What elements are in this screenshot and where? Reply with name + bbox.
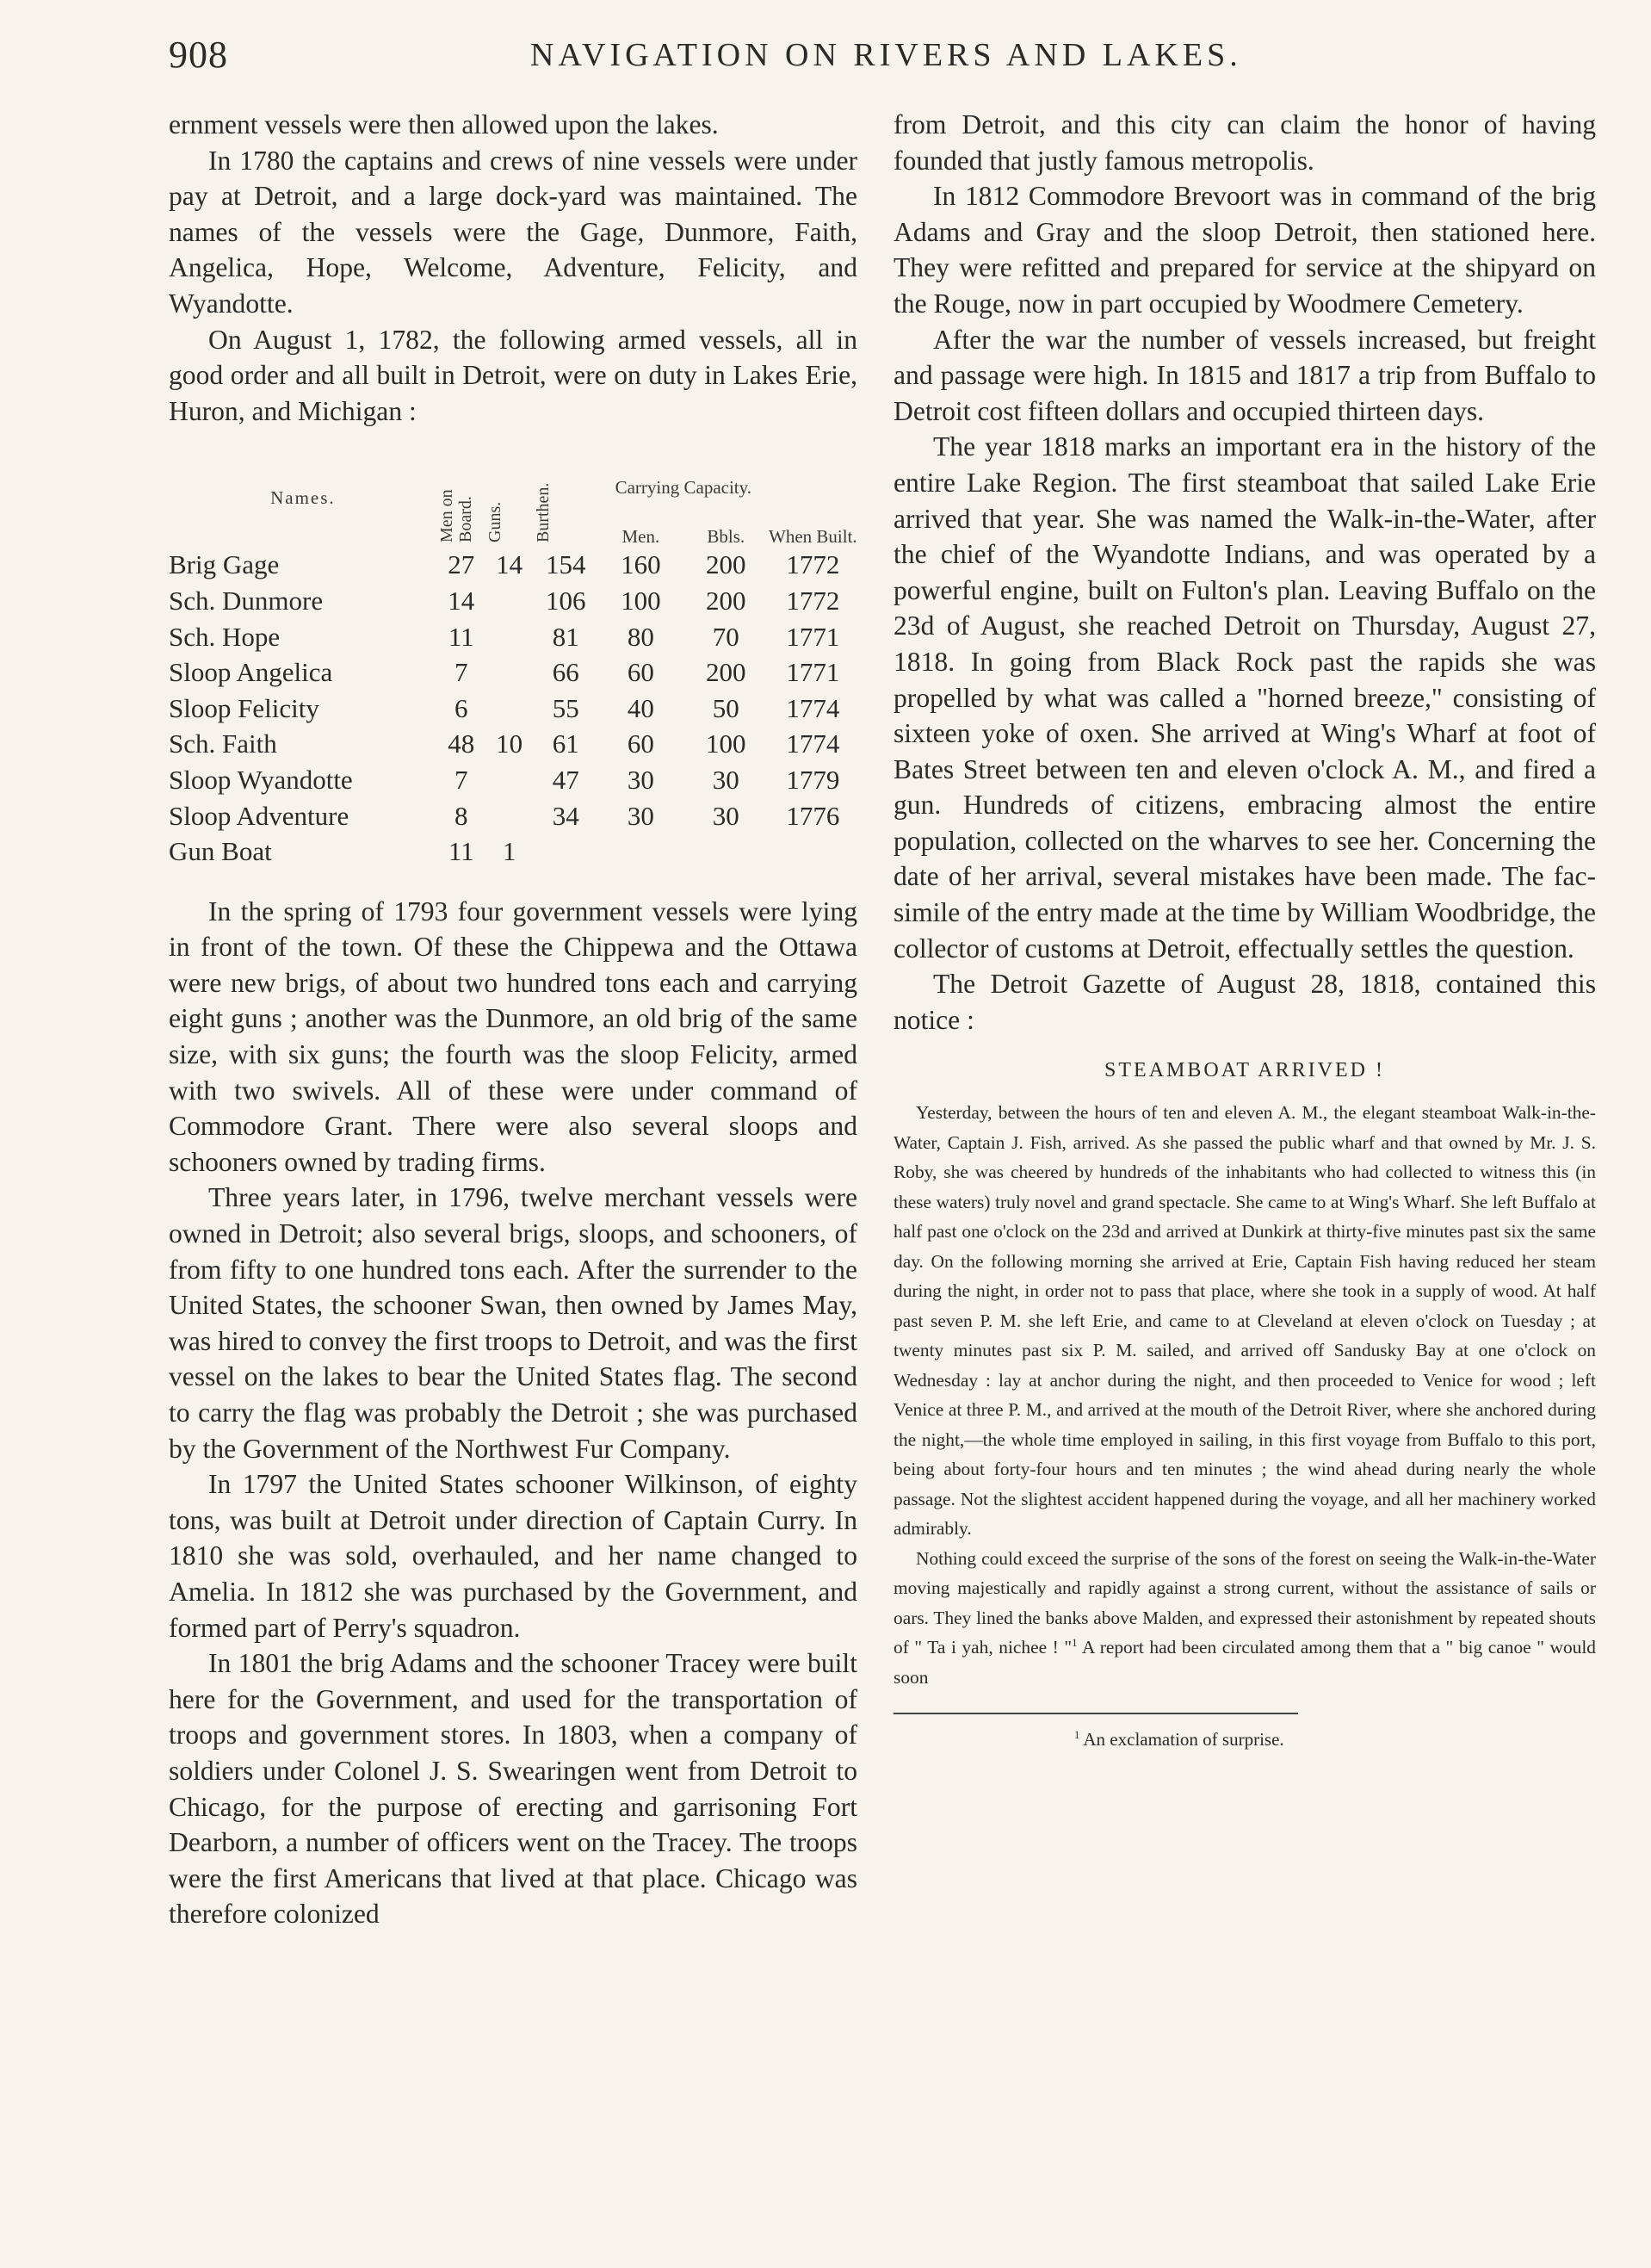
paragraph: ernment vessels were then allowed upon the lakes. bbox=[169, 109, 719, 139]
header-guns: Guns. bbox=[485, 502, 504, 543]
cell-men: 60 bbox=[627, 657, 654, 688]
cell-name: Sch. Hope bbox=[169, 621, 281, 652]
cell-men-on-board: 27 bbox=[448, 549, 475, 580]
cell-bbls: 200 bbox=[706, 585, 746, 616]
cell-built: 1774 bbox=[786, 692, 840, 723]
cell-burthen: 66 bbox=[552, 657, 579, 688]
cell-men: 160 bbox=[621, 549, 661, 580]
cell-bbls: 30 bbox=[712, 764, 739, 795]
cell-bbls: 100 bbox=[706, 728, 746, 759]
cell-built: 1774 bbox=[786, 728, 840, 759]
cell-men: 100 bbox=[621, 585, 661, 616]
cell-men-on-board: 7 bbox=[454, 764, 468, 795]
cell-guns: 1 bbox=[502, 836, 516, 867]
cell-guns bbox=[485, 798, 534, 834]
cell-men: 40 bbox=[627, 692, 654, 723]
table-row bbox=[169, 798, 857, 834]
header-when-built: When Built. bbox=[769, 526, 857, 548]
paragraph: In 1801 the brig Adams and the schooner Tracey were built here for the Government, and used for the transportation of troops and government stores. In 1803, when a company of soldiers under Colonel J. S. Swearingen went from Detroit to Chicago, for the purpose of erecting and garrisoning Fort Dearborn, a number of officers went on the Tracey. The troops were the first Americans that lived at that place. Chicago was therefore colonized bbox=[169, 1648, 857, 1930]
notice-text: A report had been circulated among them that a " big canoe " would soon bbox=[894, 1637, 1596, 1688]
paragraph: In 1780 the captains and crews of nine vessels were under pay at Detroit, and a large dock-yard was maintained. The names of the vessels were the Gage, Dunmore, Faith, Angelica, Hope, Welcome, Adventure, Felicity, and Wyandotte. bbox=[169, 145, 857, 319]
cell-men: 30 bbox=[627, 800, 654, 831]
cell-guns bbox=[485, 762, 534, 798]
cell-burthen bbox=[534, 833, 598, 870]
cell-men-on-board: 11 bbox=[448, 836, 474, 867]
cell-name: Sch. Faith bbox=[169, 728, 277, 759]
header-carrying-capacity: Carrying Capacity. bbox=[615, 476, 752, 498]
cell-burthen: 55 bbox=[552, 692, 579, 723]
cell-men: 60 bbox=[627, 728, 654, 759]
cell-guns: 14 bbox=[496, 549, 523, 580]
table-row bbox=[169, 762, 857, 798]
table-row bbox=[169, 726, 857, 762]
cell-bbls: 70 bbox=[712, 621, 739, 652]
cell-men-on-board: 7 bbox=[454, 657, 468, 688]
paragraph: Three years later, in 1796, twelve merchant vessels were owned in Detroit; also several brigs, sloops, and schooners, of from fifty to one hundred tons each. After the surrender to the United States, the schooner Swan, then owned by James May, was hired to convey the first troops to Detroit, and was the first vessel on the lakes to bear the United States flag. The second to carry the flag was probably the Detroit ; she was purchased by the Government of the Northwest Fur Company. bbox=[169, 1182, 857, 1464]
table-row bbox=[169, 583, 857, 619]
table-row bbox=[169, 619, 857, 655]
paragraph: from Detroit, and this city can claim the honor of having founded that justly famous metropolis. bbox=[894, 109, 1596, 176]
header-men-on-board: Men on Board. bbox=[436, 489, 475, 543]
cell-men-on-board: 11 bbox=[448, 621, 474, 652]
page-header bbox=[169, 33, 1580, 84]
cell-men-on-board: 6 bbox=[454, 692, 468, 723]
vessel-table bbox=[169, 448, 857, 869]
cell-built: 1771 bbox=[786, 657, 840, 688]
cell-name: Brig Gage bbox=[169, 549, 280, 580]
cell-guns bbox=[485, 619, 534, 655]
cell-men bbox=[598, 833, 683, 870]
newspaper-notice bbox=[894, 1098, 1596, 1692]
footnote-reference[interactable]: 1 bbox=[1072, 1636, 1078, 1649]
header-men: Men. bbox=[621, 526, 660, 548]
paragraph: The Detroit Gazette of August 28, 1818, contained this notice : bbox=[894, 969, 1596, 1035]
cell-built bbox=[769, 833, 857, 870]
table-row bbox=[169, 547, 857, 583]
cell-men: 30 bbox=[627, 764, 654, 795]
cell-built: 1772 bbox=[786, 585, 840, 616]
vessel-rows bbox=[169, 547, 857, 869]
header-burthen: Burthen. bbox=[533, 482, 553, 543]
running-title: NAVIGATION ON RIVERS AND LAKES. bbox=[530, 37, 1242, 73]
paragraph: In 1812 Commodore Brevoort was in command of the brig Adams and Gray and the sloop Detroit, then stationed here. They were refitted and prepared for service at the shipyard on the Rouge, now in part occupied by Woodmere Cemetery. bbox=[894, 181, 1596, 319]
cell-name: Sloop Felicity bbox=[169, 692, 319, 723]
cell-burthen: 34 bbox=[552, 800, 579, 831]
cell-men-on-board: 14 bbox=[448, 585, 475, 616]
cell-built: 1776 bbox=[786, 800, 840, 831]
cell-burthen: 81 bbox=[552, 621, 579, 652]
cell-guns: 10 bbox=[496, 728, 523, 759]
cell-guns bbox=[485, 654, 534, 691]
cell-burthen: 106 bbox=[546, 585, 586, 616]
paragraph: The year 1818 marks an important era in the history of the entire Lake Region. The first steamboat that sailed Lake Erie arrived that year. She was named the Walk-in-the-Water, after the chief of the Wyandotte Indians, and was operated by a powerful engine, built on Fulton's plan. Leaving Buffalo on the 23d of August, she reached Detroit on Thursday, August 27, 1818. In going from Black Rock past the rapids she was propelled by what was called a "horned breeze," consisting of sixteen yoke of oxen. She arrived at Wing's Wharf at foot of Bates Street between ten and eleven o'clock A. M., and fired a gun. Hundreds of citizens, embracing almost the entire population, collected on the wharves to see her. Concerning the date of her arrival, several mistakes have been made. The fac-simile of the entry made at the time by William Woodbridge, the collector of customs at Detroit, effectually settles the question. bbox=[894, 431, 1596, 964]
paragraph: On August 1, 1782, the following armed vessels, all in good order and all built in Detroit, were on duty in Lakes Erie, Huron, and Michigan : bbox=[169, 324, 857, 426]
cell-burthen: 47 bbox=[552, 764, 579, 795]
cell-guns bbox=[485, 583, 534, 619]
cell-men-on-board: 48 bbox=[448, 728, 475, 759]
page-number: 908 bbox=[169, 34, 228, 76]
cell-name: Sloop Adventure bbox=[169, 800, 349, 831]
cell-built: 1771 bbox=[786, 621, 840, 652]
notice-text: Nothing could exceed the surprise of the sons of the forest on seeing the Walk-in-the-Water moving majestically and rapidly against a strong current, without the assistance of sails or oars. They lined the banks above Malden, and expressed their astonishment by repeated shouts of " Ta i yah, nichee ! " bbox=[894, 1547, 1596, 1658]
header-names: Names. bbox=[270, 486, 336, 508]
cell-built: 1779 bbox=[786, 764, 840, 795]
header-bbls: Bbls. bbox=[707, 526, 745, 548]
cell-guns bbox=[485, 691, 534, 727]
footnote-text: An exclamation of surprise. bbox=[1079, 1729, 1284, 1751]
notice-paragraph bbox=[894, 1544, 1596, 1693]
cell-bbls: 200 bbox=[706, 657, 746, 688]
footnote bbox=[894, 1726, 1596, 1752]
footnote-divider bbox=[894, 1713, 1298, 1714]
cell-burthen: 154 bbox=[546, 549, 586, 580]
cell-bbls: 50 bbox=[712, 692, 739, 723]
paragraph: In the spring of 1793 four government vessels were lying in front of the town. Of these the Chippewa and the Ottawa were new brigs, of about two hundred tons each and carrying eight guns ; another was the Dunmore, an old brig of the same size, with six guns; the fourth was the sloop Felicity, armed with two swivels. All of these were under command of Commodore Grant. There were also several sloops and schooners owned by trading firms. bbox=[169, 895, 857, 1177]
cell-burthen: 61 bbox=[552, 728, 579, 759]
notice-paragraph: Yesterday, between the hours of ten and eleven A. M., the elegant steamboat Walk-in-the-Water, Captain J. Fish, arrived. As she passed the public wharf and that owned by Mr. J. S. Roby, she was cheered by hundreds of the inhabitants who had collected to witness this (in these waters) truly novel and grand spectacle. She came to at Wing's Wharf. She left Buffalo at half past one o'clock on the 23d and arrived at Dunkirk at thirty-five minutes past six the same day. On the following morning she arrived at Erie, Captain Fish having reduced her steam during the night, in order not to pass that place, where she took in a supply of wood. At half past seven P. M. she left Erie, and came to at Cleveland at eleven o'clock on Tuesday ; at twenty minutes past six P. M. sailed, and arrived off Sandusky Bay at one o'clock on Wednesday : lay at anchor during the night, and then proceeded to Venice for wood ; left Venice at three P. M., and arrived at the mouth of the Detroit River, where she anchored during the night,—the whole time employed in sailing, in this first voyage from Buffalo to this port, being about forty-four hours and ten minutes ; the wind ahead during nearly the whole passage. Not the slightest accident happened during the voyage, and all her machinery worked admirably. bbox=[894, 1102, 1596, 1540]
cell-bbls: 200 bbox=[706, 549, 746, 580]
cell-name: Gun Boat bbox=[169, 836, 272, 867]
table-row bbox=[169, 691, 857, 727]
left-column bbox=[169, 107, 857, 1932]
table-row bbox=[169, 833, 857, 870]
cell-name: Sch. Dunmore bbox=[169, 585, 324, 616]
paragraph: After the war the number of vessels increased, but freight and passage were high. In 1815 and 1817 a trip from Buffalo to Detroit cost fifteen dollars and occupied thirteen days. bbox=[894, 324, 1596, 426]
footnote-mark: 1 bbox=[1074, 1729, 1080, 1742]
cell-built: 1772 bbox=[786, 549, 840, 580]
cell-bbls: 30 bbox=[712, 800, 739, 831]
cell-name: Sloop Wyandotte bbox=[169, 764, 353, 795]
cell-men: 80 bbox=[627, 621, 654, 652]
cell-bbls bbox=[683, 833, 769, 870]
paragraph: In 1797 the United States schooner Wilkinson, of eighty tons, was built at Detroit under direction of Captain Curry. In 1810 she was sold, overhauled, and her name changed to Amelia. In 1812 she was purchased by the Government, and formed part of Perry's squadron. bbox=[169, 1469, 857, 1643]
right-column bbox=[894, 107, 1596, 1752]
table-row bbox=[169, 654, 857, 691]
notice-title: STEAMBOAT ARRIVED ! bbox=[1104, 1059, 1385, 1082]
cell-name: Sloop Angelica bbox=[169, 657, 333, 688]
cell-men-on-board: 8 bbox=[454, 800, 468, 831]
